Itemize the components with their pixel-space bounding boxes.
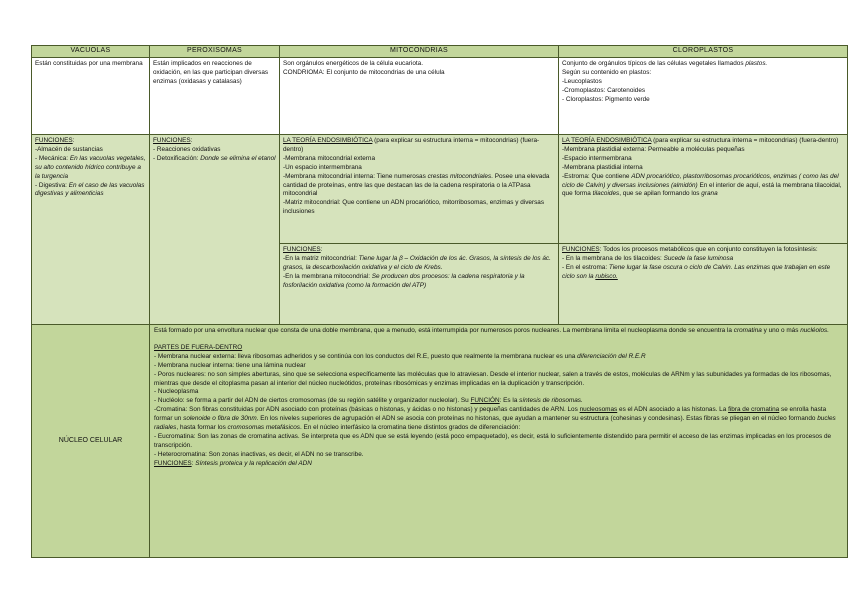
cloroplastos-desc-cell (559, 58, 847, 135)
nucleo-m6h: bucles radiales (154, 415, 836, 432)
header-cloroplastos (559, 46, 847, 58)
header-peroxisomas (150, 46, 280, 58)
nucleo-m5a: - Nucléolo: se forma a partir del ADN de ciertos cromosomas (de su región satélite y organizador nucleolar). Su (154, 397, 471, 405)
cloroplastos-teoria-rest: (para explicar su estructura interna = mitocondrias) (fuera-dentro) (651, 137, 839, 144)
cloroplastos-teoria-title: LA TEORÍA ENDOSIMBIÓTICA (562, 137, 652, 144)
nucleo-m1b: diferenciación del R.E.R (577, 352, 646, 360)
cloroplastos-f2a: - En el estroma: (562, 263, 609, 271)
cloroplastos-funciones-cell (559, 244, 847, 325)
cloroplastos-l4 (562, 173, 844, 200)
mitocondrias-funciones-colon: : (320, 246, 323, 253)
cloroplastos-f2 (562, 264, 844, 282)
nucleo-m6j: cromosomas metafásicos (227, 424, 300, 432)
nucleo-m6f: solenoide o fibra de 30nm (183, 415, 257, 423)
cloroplastos-l4d: tilacoides (592, 190, 620, 198)
cloroplastos-l1: -Membrana plastidial externa: Permeable a moléculas pequeñas (562, 145, 745, 153)
nucleo-m2: - Membrana nuclear interna: tiene una lámina nuclear (154, 361, 306, 369)
peroxisomas-f2-text: Donde se elimina el etanol (200, 154, 276, 162)
nucleo-label-cell (32, 325, 150, 557)
cloroplastos-teoria-cell (559, 135, 847, 244)
nucleo-funciones-colon: : (191, 459, 196, 467)
header-mitocondrias-text: MITOCONDRIAS (390, 47, 448, 54)
cloroplastos-l4b: ADN procariótico, plastorribosomas procarióticos, enzimas ( como las del ciclo de Calvin) y diversas inclusiones (almidón) (562, 172, 839, 189)
peroxisomas-funciones-title (153, 137, 276, 146)
mitocondrias-teoria (283, 137, 555, 155)
nucleo-content-cell (150, 325, 847, 557)
nucleo-m3: - Poros nucleares: no son simples aberturas, sino que se selecciona específicamente las moléculas que lo atraviesan. Desde el interior nuclear, salen a través de estos, moléculas de ARNm y las subunidades ya formadas de los ribosomas, mientras que desde el citoplasma pasan al interior del núcleo nucleótidos, proteínas ribosómicas y enzimas implicadas en la duplicación y transcripción. (154, 370, 832, 387)
nucleo-intro-a: Está formado por una envoltura nuclear que consta de una doble membrana, que a menudo, está interrumpida por numerosos poros nucleares. La membrana limita el nucleoplasma donde se encuentra la (154, 327, 734, 334)
nucleo-m5d: síntesis de ribosomas. (519, 397, 583, 405)
peroxisomas-f2 (153, 155, 276, 164)
nucleo-m6e: se enrolla hasta formar un (154, 406, 827, 423)
nucleo-intro (154, 327, 843, 336)
cloroplastos-l4e: , que se apilan formando los (619, 190, 702, 198)
vacuolas-desc-cell (32, 58, 150, 135)
cloroplastos-f1a: - En la membrana de los tilacoides: (562, 254, 664, 262)
nucleo-label: NÚCLEO CELULAR (58, 436, 123, 444)
mitocondrias-funciones-title (283, 246, 555, 255)
nucleo-m1 (154, 353, 843, 362)
peroxisomas-f2-label: - Detoxificación: (153, 154, 201, 162)
mitocondrias-f1b: Tiene lugar la β – Oxidación de los ác. Grasos, la síntesis de los ác. grasos, la descarboxilación oxidativa y el ciclo de Krebs. (283, 254, 551, 271)
mitocondrias-f1 (283, 255, 555, 273)
cloroplastos-desc1 (562, 60, 844, 69)
nucleo-m6k: . En el núcleo interfásico la cromatina tiene distintos grados de diferenciación: (300, 424, 521, 432)
cloroplastos-l2: -Espacio intermembrana (562, 154, 632, 162)
header-vacuolas-text: VACUOLAS (70, 47, 111, 54)
cloroplastos-p2: -Cromoplastos: Carotenoides (562, 86, 646, 94)
header-vacuolas (32, 46, 150, 58)
nucleo-m5 (154, 397, 843, 406)
header-cloroplastos-text: CLOROPLASTOS (672, 47, 734, 54)
vacuolas-f2 (35, 155, 146, 182)
cloroplastos-f1b: Sucede la fase luminosa (663, 254, 734, 262)
nucleo-m6 (154, 406, 843, 433)
nucleo-m8: - Heterocromatina: Son zonas inactivas, es decir, el ADN no se transcribe. (154, 450, 364, 458)
nucleo-intro-c: y uno o más (761, 327, 801, 334)
header-mitocondrias (280, 46, 559, 58)
vacuolas-f2-text: En las vacuolas vegetales, su alto contenido hídrico contribuye a la turgencia (35, 154, 146, 180)
vacuolas-funciones-cell (32, 135, 150, 325)
mitocondrias-f2 (283, 273, 555, 291)
cloroplastos-desc1b: plastos. (745, 60, 768, 67)
nucleo-funciones-text: Síntesis proteica y la replicación del ADN (195, 459, 312, 467)
cloroplastos-f2c: rubisco. (595, 272, 618, 280)
nucleo-m1a: - Membrana nuclear externa: lleva ribosomas adheridos y se continúa con los conductos del R.E, puesto que realmente la membrana nuclear es una (154, 352, 578, 360)
header-peroxisomas-text: PEROXISOMAS (186, 47, 243, 54)
vacuolas-f3-text: En el caso de las vacuolas digestivas y alimenticias (35, 181, 145, 198)
mitocondrias-teoria-title: LA TEORÍA ENDOSIMBIÓTICA (283, 137, 373, 144)
nucleo-m6b: nucleosomas (579, 406, 618, 414)
mitocondrias-f2b: Se producen dos procesos: la cadena respiratoria y la fosforilación oxidativa (como la formación del ATP) (283, 272, 525, 289)
mitocondrias-teoria-rest: (para explicar su estructura interna = mitocondrias) (fuera-dentro) (283, 137, 540, 153)
nucleo-intro-b: cromatina (733, 327, 762, 334)
vacuolas-f3 (35, 182, 146, 200)
vacuolas-f1: -Almacén de sustancias (35, 145, 103, 153)
nucleo-m7: - Eucromatina: Son las zonas de cromatina activas. Se interpreta que es ADN que se está leyendo (está poco empaquetado), es decir, está lo suficientemente distendido para permitir el acceso de las enzimas implicadas en los procesos de transcripción. (154, 432, 832, 449)
mitocondrias-l1: -Membrana mitocondrial externa (283, 154, 375, 162)
cloroplastos-l4c: En el interior de aquí, está la membrana tilacoidal, que forma (562, 181, 842, 198)
mitocondrias-f1a: -En la matriz mitocondrial: (283, 254, 359, 262)
cloroplastos-p3: - Cloroplastos: Pigmento verde (562, 95, 650, 103)
cloroplastos-l4f: grana (701, 190, 718, 198)
mitocondrias-l3c: . Posee una elevada cantidad de proteínas, entre las que destacan las de la cadena respiratoria o la ATPasa mitocondrial (283, 172, 550, 198)
mitocondrias-desc1: Son orgánulos energéticos de la célula eucariota. (283, 60, 423, 67)
vacuolas-desc: Están constituidas por una membrana (35, 60, 143, 67)
cloroplastos-f1 (562, 255, 844, 264)
peroxisomas-funciones-cell (150, 135, 280, 325)
cloroplastos-desc1a: Conjunto de orgánulos típicos de las células vegetales llamados (562, 60, 746, 67)
biology-table (31, 45, 848, 558)
mitocondrias-l3 (283, 173, 555, 200)
mitocondrias-funciones-title-text: FUNCIONES (283, 246, 321, 253)
peroxisomas-desc: Están implicados en reacciones de oxidación, en las que participan diversas enzimas (oxidasas y catalasas) (153, 60, 269, 85)
vacuolas-funciones-title (35, 137, 146, 146)
nucleo-m4: - Nucleoplasma (154, 388, 199, 396)
vacuolas-f3-label: - Digestiva: (35, 181, 69, 189)
mitocondrias-f2a: -En la membrana mitocondrial: (283, 272, 372, 280)
mitocondrias-funciones-cell (280, 244, 559, 325)
nucleo-funciones (154, 460, 843, 469)
nucleo-m6g: . En los niveles superiores de agrupación el ADN se asocia con proteínas no histonas, que ayudan a mantener su estructura (cohesinas y condesinas). Estas fibras se pliegan en el núcleo formando (256, 415, 818, 423)
peroxisomas-desc-cell (150, 58, 280, 135)
mitocondrias-l3a: -Membrana mitocondrial interna: Tiene numerosas (283, 172, 428, 180)
cloroplastos-desc2: Según su contenido en plastos: (562, 68, 652, 76)
cloroplastos-funciones-title-text: FUNCIONES (562, 246, 600, 253)
mitocondrias-desc-cell (280, 58, 559, 135)
nucleo-m6i: , hasta formar los (176, 424, 228, 432)
mitocondrias-teoria-cell (280, 135, 559, 244)
nucleo-m5c: : Es la (499, 397, 520, 405)
nucleo-partes-title: PARTES DE FUERA-DENTRO (154, 343, 243, 351)
peroxisomas-funciones-colon: : (190, 137, 193, 144)
vacuolas-f2-label: - Mecánica: (35, 154, 70, 162)
cloroplastos-f2b: Tiene lugar la fase oscura o ciclo de Calvin. Las enzimas que trabajan en este ciclo son la (562, 263, 831, 280)
nucleo-intro-d: nucléolos. (800, 327, 829, 334)
mitocondrias-l2: -Un espacio intermembrana (283, 163, 362, 171)
cloroplastos-p1: -Leucoplastos (562, 77, 602, 85)
mitocondrias-desc2: CONDRIOMA: El conjunto de mitocondrias de una célula (283, 68, 445, 76)
nucleo-m5b: FUNCIÓN (470, 397, 500, 405)
cloroplastos-l4a: -Estroma: Que contiene (562, 172, 632, 180)
cloroplastos-l3: -Membrana plastidial interna (562, 163, 643, 171)
vacuolas-funciones-title-text: FUNCIONES (35, 137, 73, 144)
nucleo-m6a: -Cromatina: Son fibras constituidas por ADN asociado con proteínas (básicas o histonas, y ácidas o no histonas) y pequeñas cantidades de ARN. Los (154, 406, 580, 414)
mitocondrias-l3b: crestas mitocondriales (427, 172, 492, 180)
cloroplastos-funciones-rest: : Todos los procesos metabólicos que en conjunto constituyen la fotosíntesis: (599, 246, 818, 253)
peroxisomas-funciones-title-text: FUNCIONES (153, 137, 191, 144)
vacuolas-funciones-colon: : (72, 137, 75, 144)
mitocondrias-l4: -Matriz mitocondrial: Que contiene un ADN procariótico, mitorribosomas, enzimas y diversas inclusiones (283, 199, 545, 216)
cloroplastos-teoria (562, 137, 844, 146)
nucleo-m6c: es el ADN asociado a las histonas. La (617, 406, 729, 414)
nucleo-funciones-title: FUNCIONES (154, 459, 192, 467)
peroxisomas-f1: - Reacciones oxidativas (153, 145, 221, 153)
nucleo-m6d: fibra de cromatina (728, 406, 780, 414)
cloroplastos-funciones-title (562, 246, 844, 255)
